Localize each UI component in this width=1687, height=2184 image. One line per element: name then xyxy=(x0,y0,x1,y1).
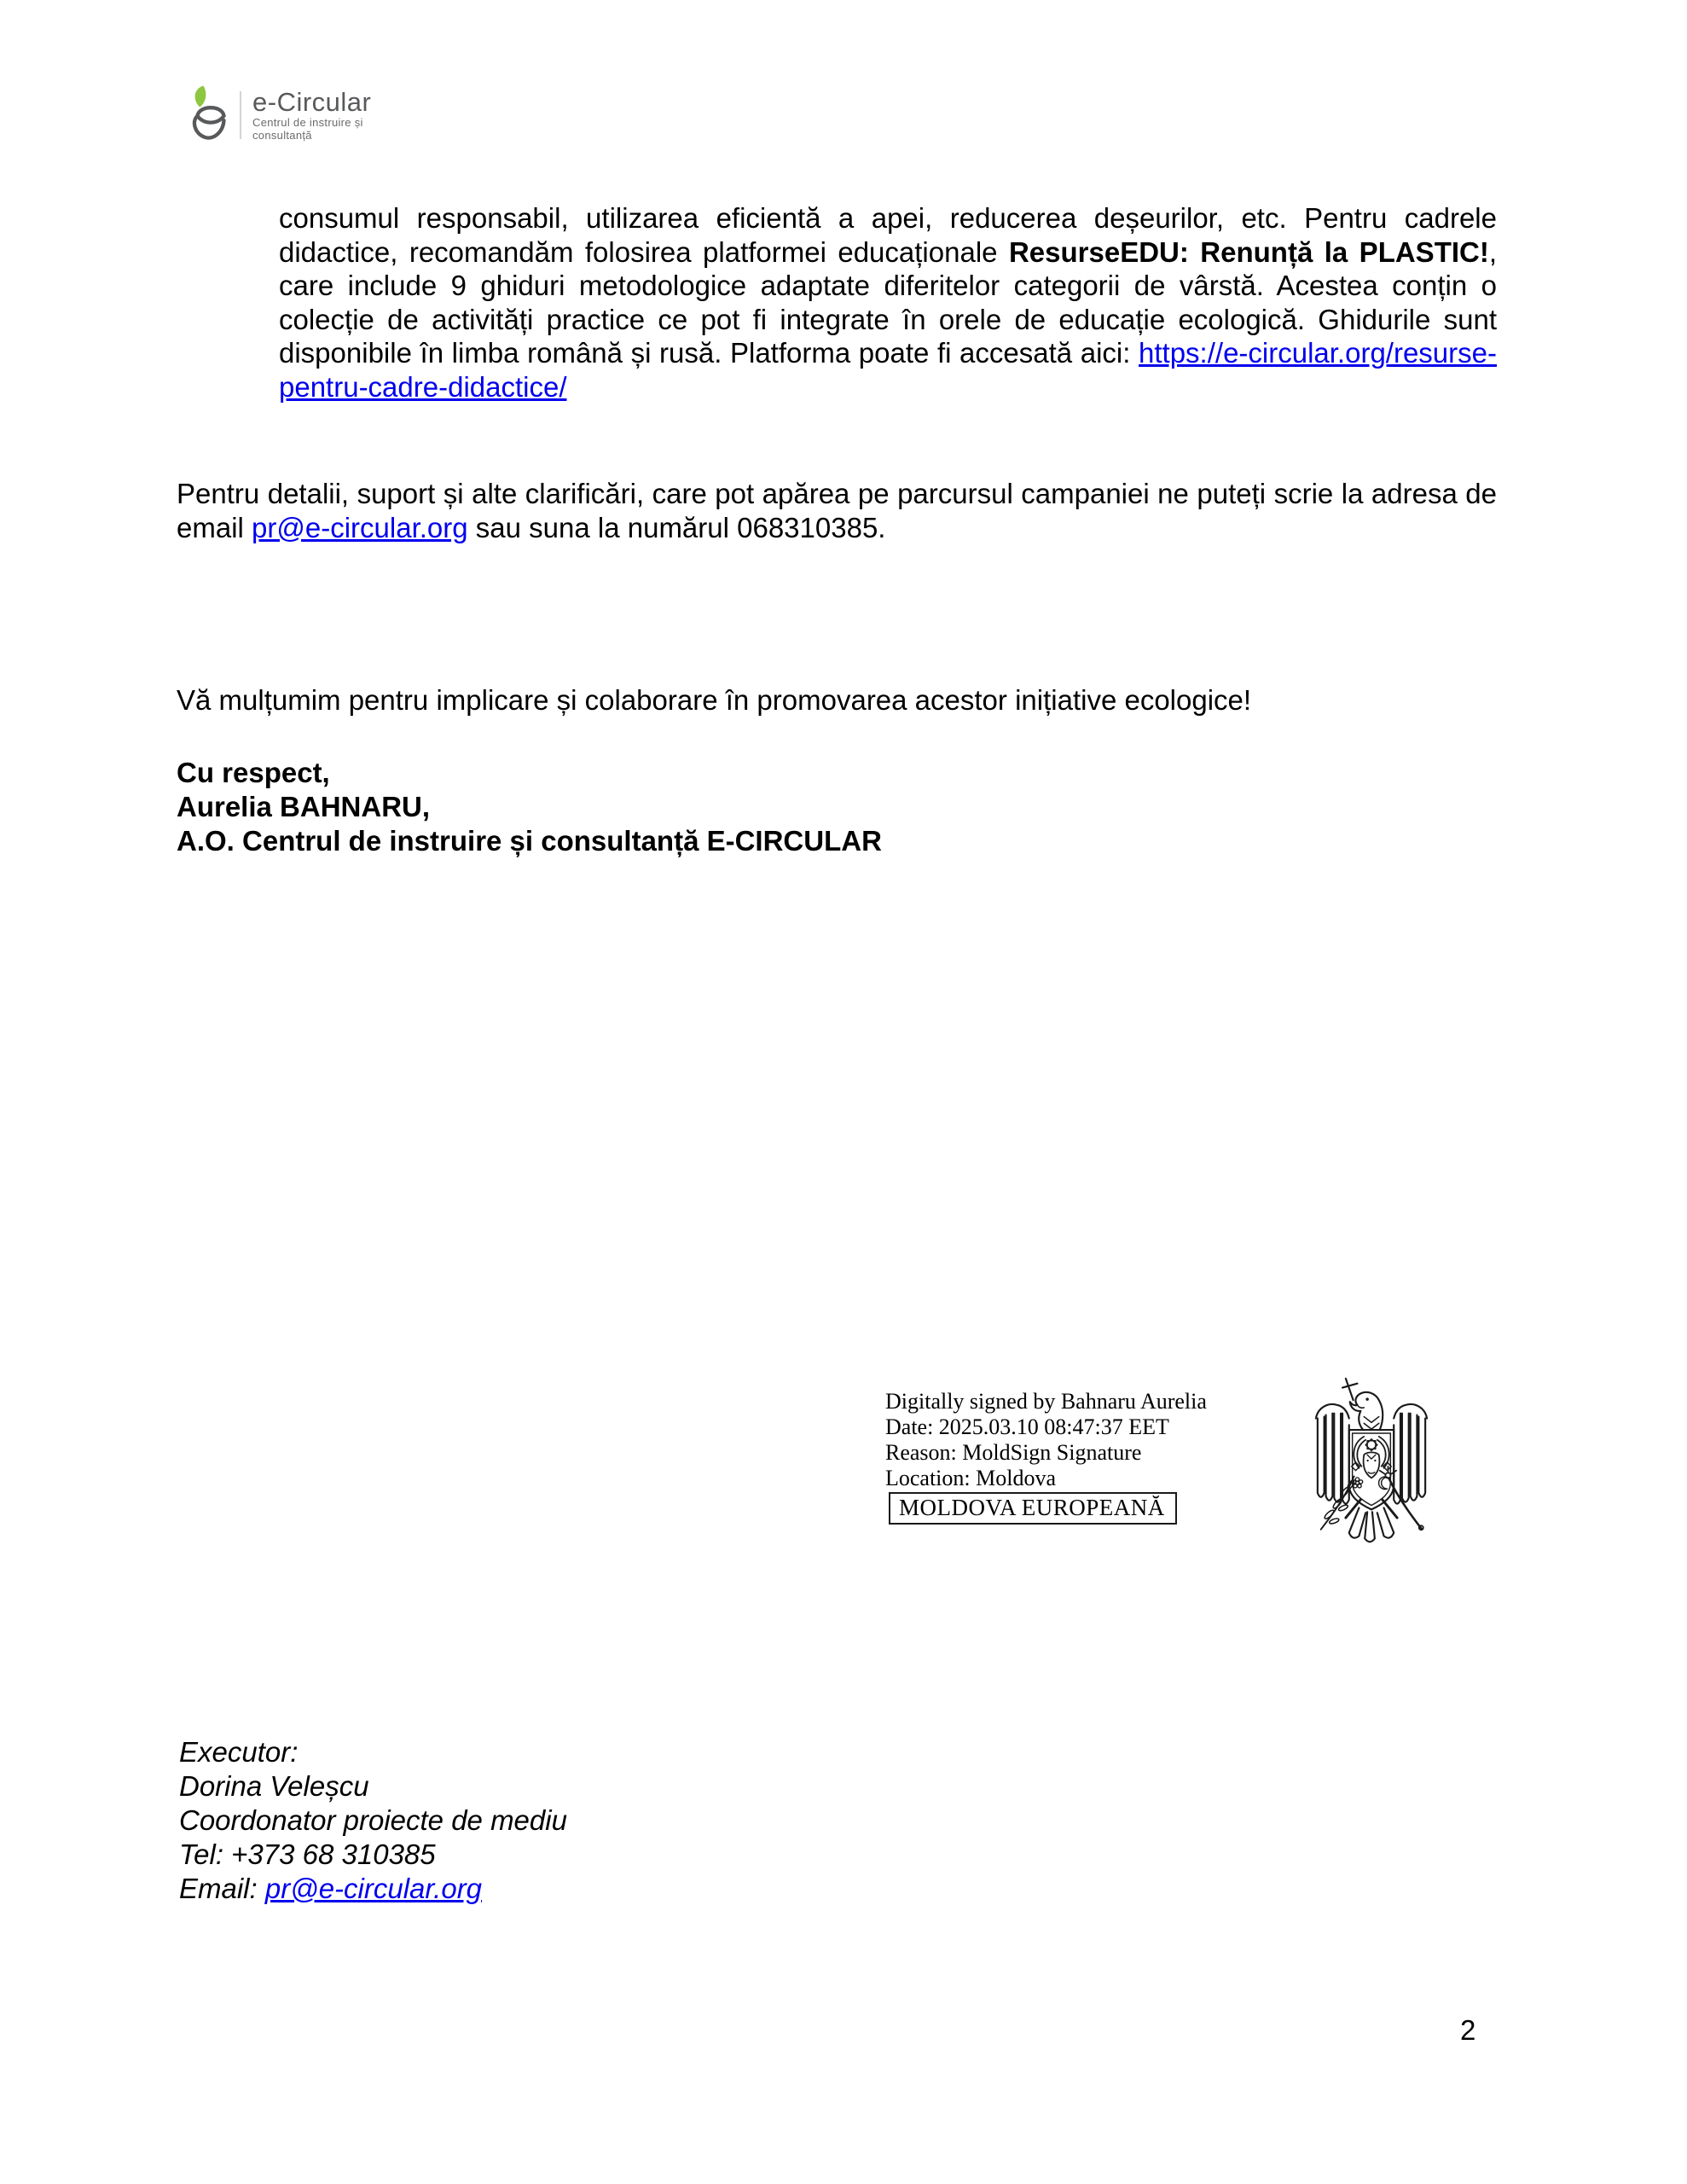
logo-text xyxy=(252,89,371,142)
digsig-date: Date: 2025.03.10 08:47:37 EET xyxy=(885,1414,1169,1439)
moldova-europeana-stamp: MOLDOVA EUROPEANĂ xyxy=(889,1492,1177,1525)
digsig-reason: Reason: MoldSign Signature xyxy=(885,1440,1142,1465)
logo-tagline-line2: consultanță xyxy=(252,129,312,142)
executor-label: Executor: xyxy=(179,1736,299,1768)
signature-name: Aurelia BAHNARU, xyxy=(177,791,431,822)
paragraph-resurseedu xyxy=(279,201,1497,404)
signature-organization: A.O. Centrul de instruire și consultanță E-CIRCULAR xyxy=(177,825,882,857)
para1-bold-platform-name: ResurseEDU: Renunță la PLASTIC! xyxy=(1008,235,1489,268)
para1-text-before-bold: consumul responsabil, utilizarea eficientă a apei, reducerea deșeurilor, etc. Pentru cadrele didactice, recomandăm folosirea platformei educaționale xyxy=(279,202,1497,268)
thanks-line: Vă mulțumim pentru implicare și colaborare în promovarea acestor inițiative ecologice! xyxy=(177,684,1252,716)
executor-block xyxy=(179,1735,567,1906)
pr-email-link[interactable]: pr@e-circular.org xyxy=(252,511,468,543)
leaf-icon xyxy=(195,86,206,107)
executor-tel: Tel: +373 68 310385 xyxy=(179,1838,436,1870)
digsig-signed-by: Digitally signed by Bahnaru Aurelia xyxy=(885,1389,1207,1414)
executor-role: Coordonator proiecte de mediu xyxy=(179,1804,567,1836)
para1-text-after-bold: , care include 9 ghiduri metodologice adaptate diferitelor categorii de vârstă. Acestea conțin o colecție de activități practice ce pot fi integrate în orele de educație ecologică. Ghidurile sunt disponibile în limba română și rusă. Platforma poate fi accesată aici: xyxy=(279,235,1498,369)
signature-block xyxy=(177,756,882,858)
logo-divider xyxy=(240,91,241,139)
para2-text-before-link: Pentru detalii, suport și alte clarificări, care pot apărea pe parcursul campaniei ne puteți scrie la adresa de email xyxy=(177,478,1497,543)
resurse-didactice-link[interactable]: https://e-circular.org/resurse-pentru-cadre-didactice/ xyxy=(279,337,1497,403)
logo-tagline-line1: Centrul de instruire și xyxy=(252,116,363,129)
signature-closing: Cu respect, xyxy=(177,757,330,788)
executor-email-line xyxy=(179,1872,567,1906)
page-number: 2 xyxy=(1460,2014,1476,2046)
moldova-coat-of-arms-icon xyxy=(1308,1375,1435,1549)
paragraph-contact xyxy=(177,477,1497,544)
executor-email-label: Email: xyxy=(179,1873,265,1904)
para2-text-after-link: sau suna la numărul 068310385. xyxy=(467,511,886,543)
digsig-location: Location: Moldova xyxy=(885,1466,1057,1490)
e-circular-logo-icon xyxy=(189,82,232,148)
digital-signature-block xyxy=(885,1389,1207,1525)
executor-email-link[interactable]: pr@e-circular.org xyxy=(264,1873,483,1904)
logo-wordmark: e-Circular xyxy=(252,87,372,117)
e-circular-logo xyxy=(189,82,371,148)
executor-name: Dorina Veleșcu xyxy=(179,1770,369,1802)
